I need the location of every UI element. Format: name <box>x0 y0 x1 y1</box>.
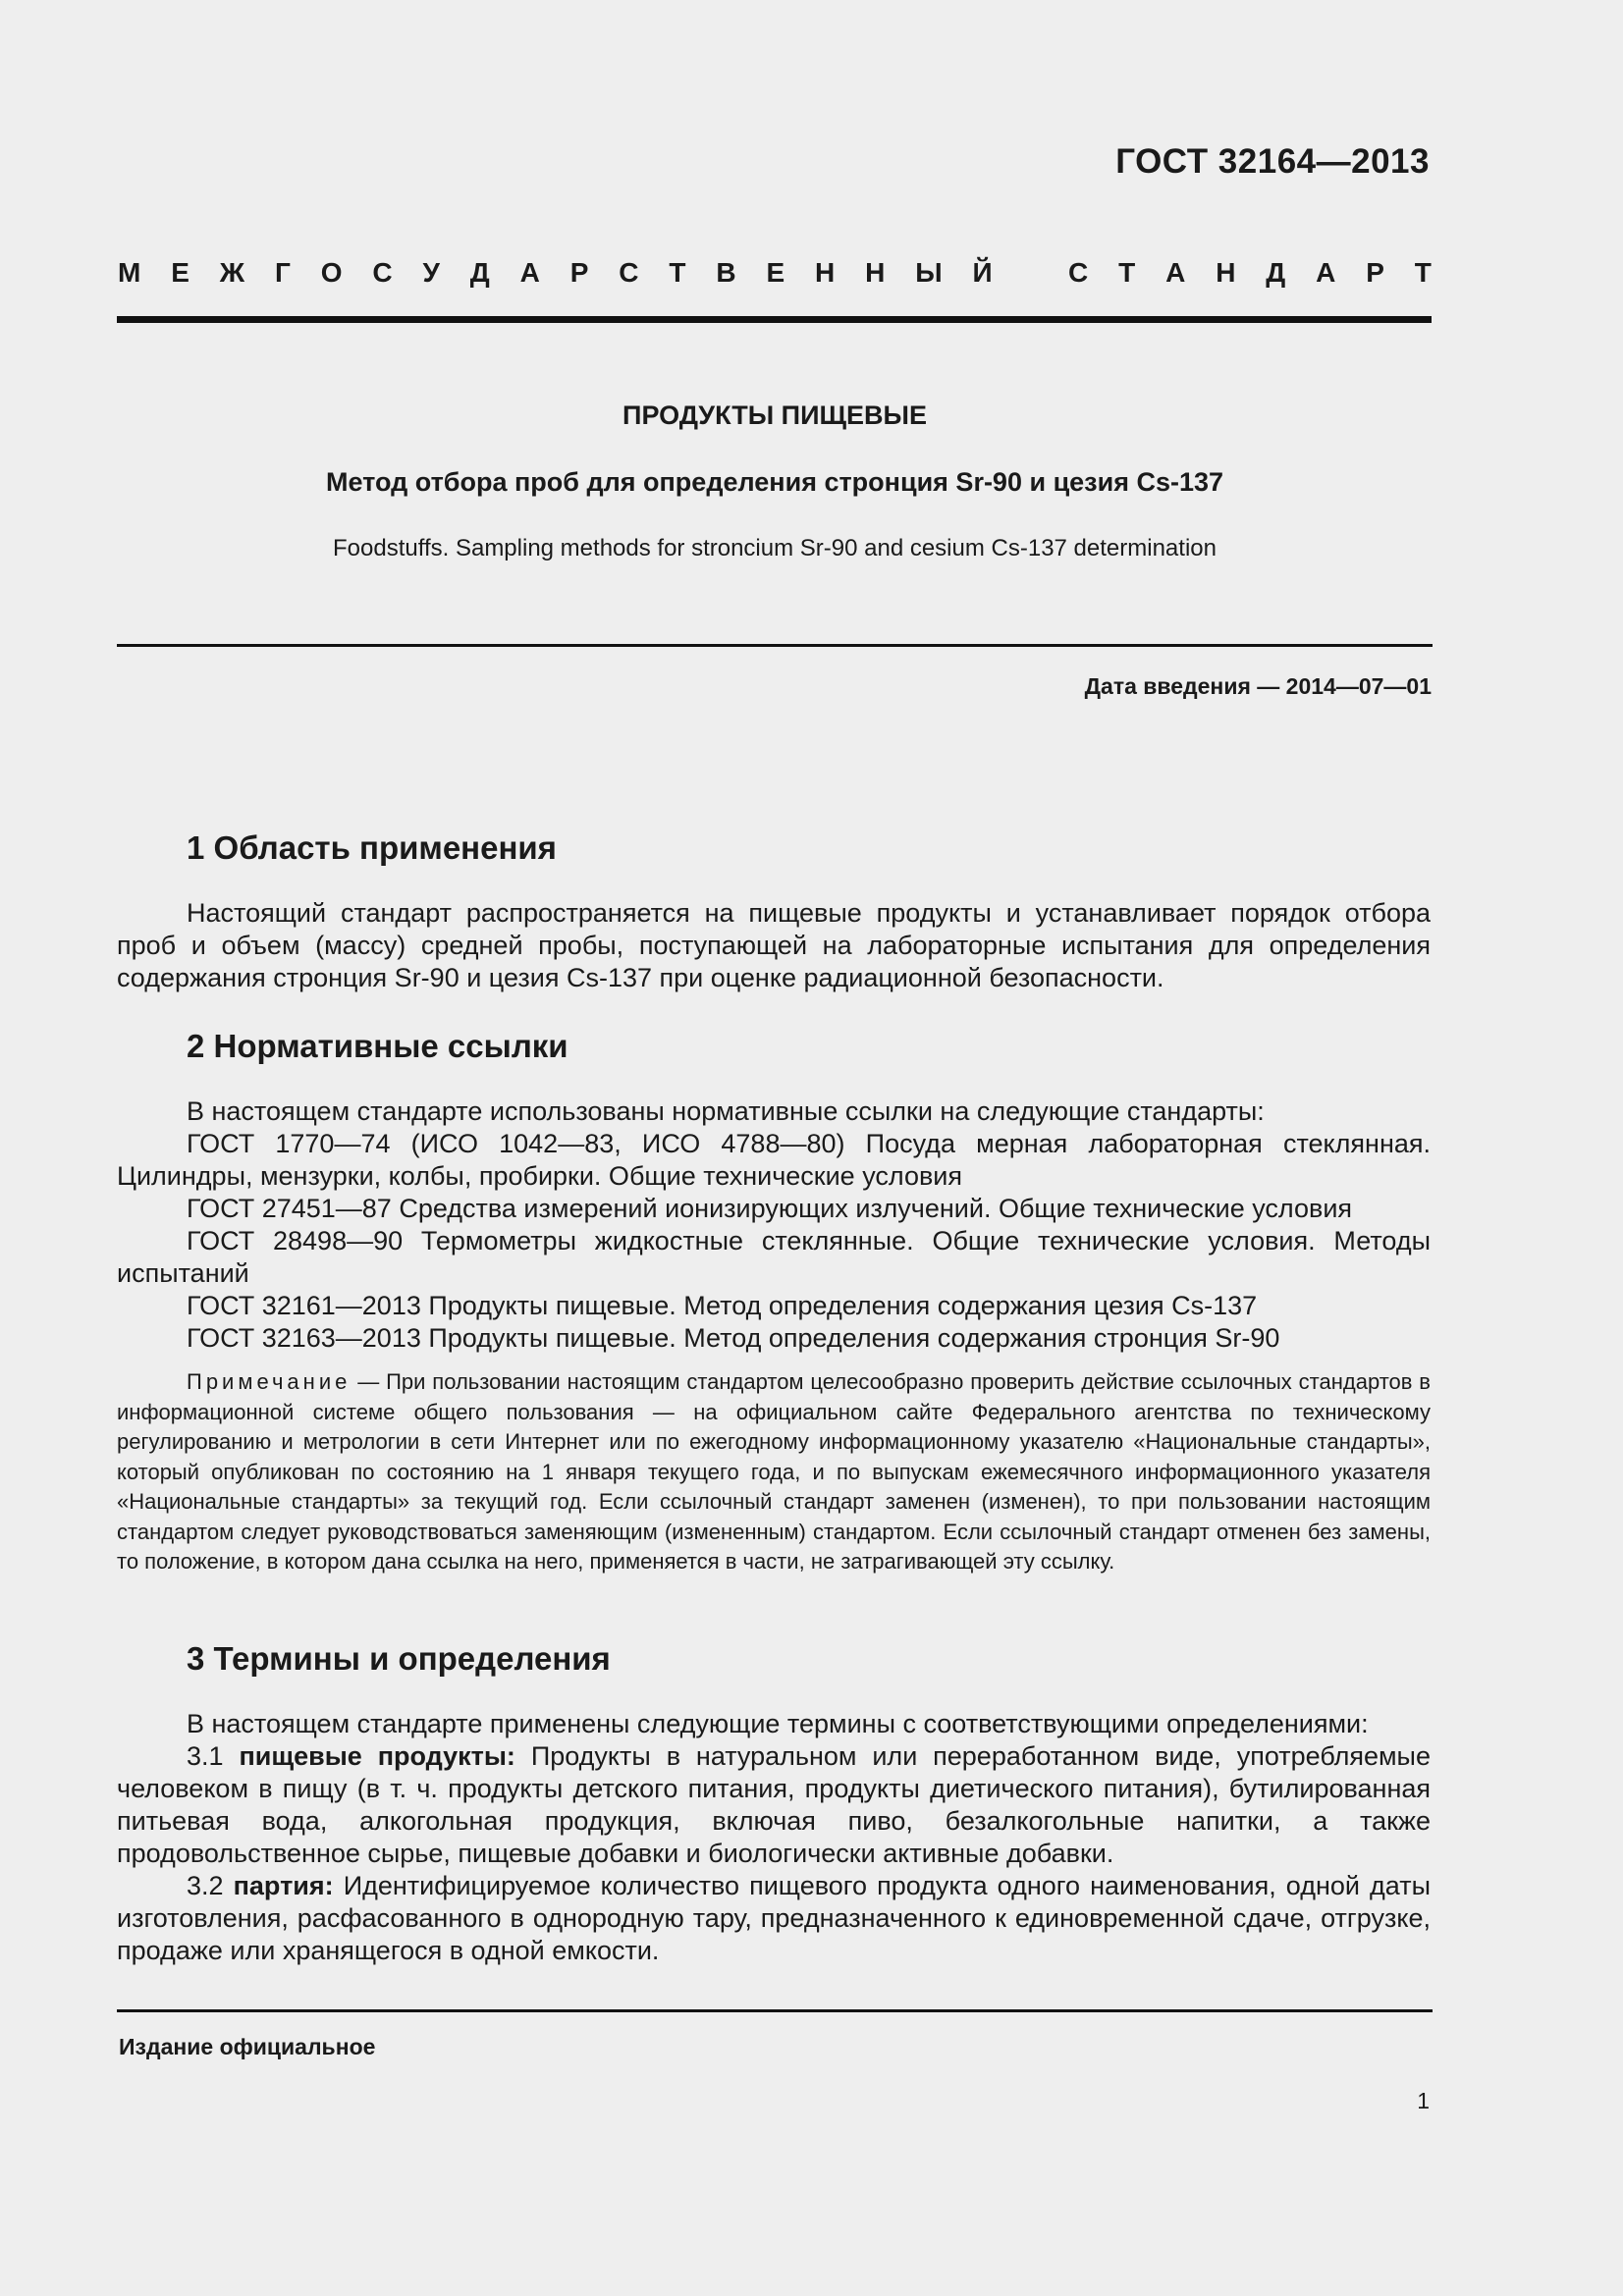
term-definition: Продукты в натуральном или переработанном виде, употребляемые человеком в пищу (в т. ч. продукты детского питания, продукты диетического питания), бутилированная питьевая вода, алкогольная продукция, включая пиво, безалкогольные напитки, а также продовольственное сырье, пищевые добавки и биологически активные добавки. <box>117 1741 1431 1868</box>
interstate-standard-label: М Е Ж Г О С У Д А Р С Т В Е Н Н Ы Й С Т А Н Д А Р Т <box>118 257 1432 288</box>
introduction-date: Дата введения — 2014—07—01 <box>1084 673 1432 699</box>
official-edition-label: Издание официальное <box>119 2034 376 2059</box>
note-text: — При пользовании настоящим стандартом целесообразно проверить действие ссылочных стандартов в информационной системе общего пользования — на официальном сайте Федерального агентства по техническому регулированию и метрологии в сети Интернет или по ежегодному информационному указателю «Национальные стандарты», который опубликован по состоянию на 1 января текущего года, и по выпускам ежемесячного информационного указателя «Национальные стандарты» за текущий год. Если ссылочный стандарт заменен (изменен), то при пользовании настоящим стандартом следует руководствоваться заменяющим (измененным) стандартом. Если ссылочный стандарт отменен без замены, то положение, в котором дана ссылка на него, применяется в части, не затрагивающей эту ссылку. <box>117 1369 1431 1574</box>
section-1-text: Настоящий стандарт распространяется на пищевые продукты и устанавливает порядок отбора проб и объем (массу) средней пробы, поступающей на лабораторные испытания для определения содержания стронция Sr-90 и цезия Cs-137 при оценке радиационной безопасности. <box>117 898 1431 992</box>
document-subtitle: Метод отбора проб для определения стронция Sr-90 и цезия Cs-137 <box>325 467 1224 497</box>
footer-divider <box>117 2009 1433 2012</box>
terms-intro: В настоящем стандарте применены следующие термины с соответствующими определениями: <box>187 1709 1369 1738</box>
section-2-heading: 2 Нормативные ссылки <box>187 1028 568 1064</box>
term-item <box>117 1740 1431 1870</box>
section-3-heading: 3 Термины и определения <box>187 1640 611 1677</box>
title-divider <box>117 644 1433 647</box>
document-title-english: Foodstuffs. Sampling methods for stroncium Sr-90 and cesium Cs-137 determination <box>333 535 1217 561</box>
reference-item: ГОСТ 32163—2013 Продукты пищевые. Метод определения содержания стронция Sr-90 <box>187 1323 1280 1353</box>
page-number: 1 <box>1417 2088 1430 2113</box>
interstate-standard-banner <box>118 257 1432 289</box>
term-number: 3.1 <box>187 1741 224 1771</box>
reference-item: ГОСТ 28498—90 Термометры жидкостные стеклянные. Общие технические условия. Методы испытаний <box>117 1226 1431 1288</box>
note-label: Примечание <box>187 1369 352 1394</box>
section-2-body <box>117 1095 1431 1355</box>
reference-item: ГОСТ 27451—87 Средства измерений ионизирующих излучений. Общие технические условия <box>187 1194 1353 1223</box>
term-name: партия: <box>233 1871 334 1900</box>
term-number: 3.2 <box>187 1871 224 1900</box>
term-name: пищевые продукты: <box>239 1741 515 1771</box>
reference-item: ГОСТ 32161—2013 Продукты пищевые. Метод определения содержания цезия Cs-137 <box>187 1291 1258 1320</box>
term-item <box>117 1870 1431 1967</box>
document-title: ПРОДУКТЫ ПИЩЕВЫЕ <box>622 400 927 430</box>
references-note <box>117 1367 1431 1577</box>
header-divider <box>117 316 1432 323</box>
section-1-heading: 1 Область применения <box>187 829 557 866</box>
reference-item: ГОСТ 1770—74 (ИСО 1042—83, ИСО 4788—80) Посуда мерная лабораторная стеклянная. Цилиндры, мензурки, колбы, пробирки. Общие технические условия <box>117 1129 1431 1191</box>
references-intro: В настоящем стандарте использованы нормативные ссылки на следующие стандарты: <box>187 1096 1265 1126</box>
document-id: ГОСТ 32164—2013 <box>1115 142 1430 181</box>
section-3-body <box>117 1708 1431 1967</box>
section-1-body <box>117 897 1431 994</box>
term-definition: Идентифицируемое количество пищевого продукта одного наименования, одной даты изготовления, расфасованного в однородную тару, предназначенного к единовременной сдаче, отгрузке, продаже или хранящегося в одной емкости. <box>117 1871 1431 1965</box>
